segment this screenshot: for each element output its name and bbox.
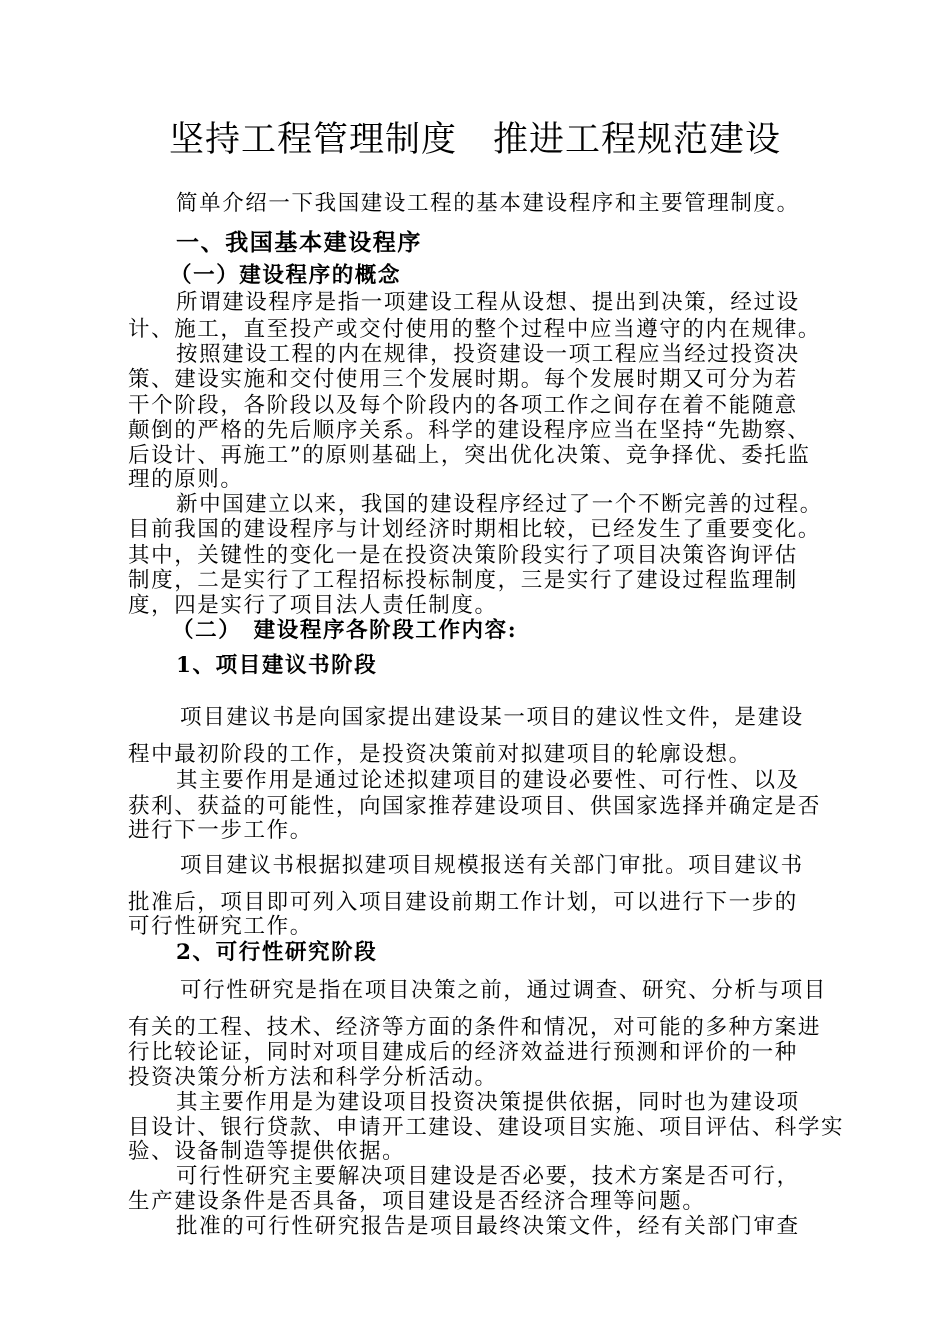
paragraph-line: 项目建议书是向国家提出建设某一项目的建议性文件，是建设	[180, 705, 804, 730]
paragraph-line: 投资决策分析方法和科学分析活动。	[128, 1065, 498, 1090]
paragraph-line: 生产建设条件是否具备，项目建设是否经济合理等问题。	[128, 1189, 706, 1214]
subsection-heading-1: （一）建设程序的概念	[170, 263, 402, 288]
paragraph-line: 策、建设实施和交付使用三个发展时期。每个发展时期又可分为若	[128, 367, 798, 392]
subsection-heading-2: （二） 建设程序各阶段工作内容:	[172, 618, 518, 643]
paragraph-line: 目设计、银行贷款、申请开工建设、建设项目实施、项目评估、科学实	[128, 1115, 845, 1140]
paragraph-line: 可行性研究工作。	[128, 914, 313, 939]
paragraph-line: 有关的工程、技术、经济等方面的条件和情况，对可能的多种方案进	[128, 1015, 822, 1040]
paragraph-line: 可行性研究主要解决项目建设是否必要，技术方案是否可行，	[176, 1164, 800, 1189]
paragraph-line: 批准的可行性研究报告是项目最终决策文件，经有关部门审查	[176, 1214, 800, 1239]
paragraph-line: 其主要作用是通过论述拟建项目的建设必要性、可行性、以及	[176, 768, 800, 793]
paragraph-line: 所谓建设程序是指一项建设工程从设想、提出到决策，经过设	[176, 290, 800, 315]
paragraph-line: 颠倒的严格的先后顺序关系。科学的建设程序应当在坚持“先勘察、	[128, 418, 811, 443]
paragraph-line: 验、设备制造等提供依据。	[128, 1139, 406, 1164]
paragraph-line: 计、施工，直至投产或交付使用的整个过程中应当遵守的内在规律。	[128, 317, 822, 342]
paragraph-line: 项目建议书根据拟建项目规模报送有关部门审批。项目建议书	[180, 853, 804, 878]
paragraph-line: 制度，二是实行了工程招标投标制度，三是实行了建设过程监理制	[128, 568, 798, 593]
paragraph-line: 干个阶段，各阶段以及每个阶段内的各项工作之间存在着不能随意	[128, 393, 798, 418]
paragraph-line: 其中，关键性的变化一是在投资决策阶段实行了项目决策咨询评估	[128, 543, 798, 568]
section-heading-1: 一、我国基本建设程序	[176, 229, 422, 256]
paragraph-line: 理的原则。	[128, 467, 244, 492]
paragraph-line: 目前我国的建设程序与计划经济时期相比较，已经发生了重要变化。	[128, 517, 822, 542]
intro-paragraph: 简单介绍一下我国建设工程的基本建设程序和主要管理制度。	[176, 191, 800, 216]
paragraph-line: 获利、获益的可能性，向国家推荐建设项目、供国家选择并确定是否	[128, 794, 822, 819]
paragraph-line: 其主要作用是为建设项目投资决策提供依据，同时也为建设项	[176, 1090, 800, 1115]
paragraph-line: 度，四是实行了项目法人责任制度。	[128, 593, 498, 618]
paragraph-line: 后设计、再施工”的原则基础上，突出优化决策、竞争择优、委托监	[128, 443, 811, 468]
stage-heading-1: 1、项目建议书阶段	[176, 653, 378, 678]
paragraph-line: 行比较论证，同时对项目建成后的经济效益进行预测和评价的一种	[128, 1040, 798, 1065]
paragraph-line: 可行性研究是指在项目决策之前，通过调查、研究、分析与项目	[180, 978, 827, 1003]
paragraph-line: 按照建设工程的内在规律，投资建设一项工程应当经过投资决	[176, 342, 800, 367]
paragraph-line: 进行下一步工作。	[128, 818, 313, 843]
paragraph-line: 新中国建立以来，我国的建设程序经过了一个不断完善的过程。	[176, 492, 823, 517]
paragraph-line: 批准后，项目即可列入项目建设前期工作计划，可以进行下一步的	[128, 890, 798, 915]
document-title: 坚持工程管理制度 推进工程规范建设	[168, 120, 781, 160]
paragraph-line: 程中最初阶段的工作，是投资决策前对拟建项目的轮廓设想。	[128, 742, 752, 767]
stage-heading-2: 2、可行性研究阶段	[176, 940, 378, 965]
